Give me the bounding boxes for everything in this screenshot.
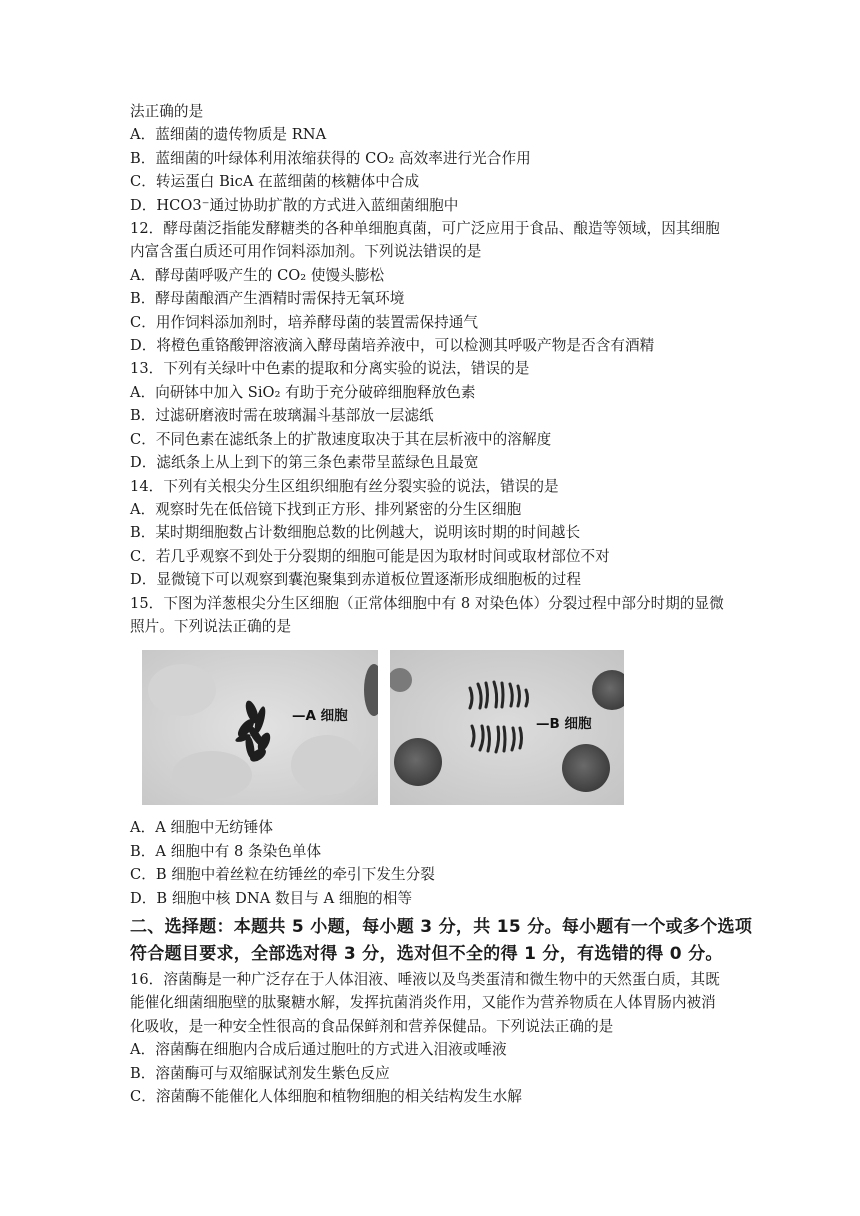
option-line: C．转运蛋白 BicA 在蓝细菌的核糖体中合成 — [130, 173, 420, 191]
option-line: A．酵母菌呼吸产生的 CO₂ 使馒头膨松 — [130, 266, 385, 284]
micrograph-a-image — [142, 650, 378, 805]
option-line: B．A 细胞中有 8 条染色单体 — [130, 842, 322, 860]
label-b-cell: —B 细胞 — [536, 716, 592, 733]
option-line: A．溶菌酶在细胞内合成后通过胞吐的方式进入泪液或唾液 — [130, 1041, 507, 1059]
micrograph-figure — [142, 650, 762, 808]
question-line: 12．酵母菌泛指能发酵糖类的各种单细胞真菌，可广泛应用于食品、酿造等领域，因其细胞 — [130, 220, 720, 238]
option-line: D．将橙色重铬酸钾溶液滴入酵母菌培养液中，可以检测其呼吸产物是否含有酒精 — [130, 337, 655, 355]
option-line: A．向研钵中加入 SiO₂ 有助于充分破碎细胞释放色素 — [130, 383, 476, 401]
option-line: D．显微镜下可以观察到囊泡聚集到赤道板位置逐渐形成细胞板的过程 — [130, 571, 582, 589]
question-line: 14．下列有关根尖分生区组织细胞有丝分裂实验的说法，错误的是 — [130, 477, 559, 495]
option-line: B．酵母菌酿酒产生酒精时需保持无氧环境 — [130, 290, 405, 308]
question-line: 照片。下列说法正确的是 — [130, 617, 292, 635]
question-line: 能催化细菌细胞壁的肽聚糖水解，发挥抗菌消炎作用，又能作为营养物质在人体胃肠内被消 — [130, 994, 716, 1012]
question-line: 内富含蛋白质还可用作饲料添加剂。下列说法错误的是 — [130, 243, 482, 261]
option-line: D．B 细胞中核 DNA 数目与 A 细胞的相等 — [130, 889, 413, 907]
micrograph-a — [142, 650, 378, 805]
text-line: 法正确的是 — [130, 103, 204, 120]
option-line: A．蓝细菌的遗传物质是 RNA — [130, 126, 327, 144]
question-line: 13．下列有关绿叶中色素的提取和分离实验的说法，错误的是 — [130, 360, 530, 378]
option-line: A．观察时先在低倍镜下找到正方形、排列紧密的分生区细胞 — [130, 500, 522, 518]
option-line: C．不同色素在滤纸条上的扩散速度取决于其在层析液中的溶解度 — [130, 430, 552, 448]
text-block-top — [130, 100, 762, 638]
option-line: B．溶菌酶可与双缩脲试剂发生紫色反应 — [130, 1064, 390, 1082]
option-line: B．某时期细胞数占计数细胞总数的比例越大，说明该时期的时间越长 — [130, 524, 581, 542]
section-title: 二、选择题：本题共 5 小题，每小题 3 分，共 15 分。每小题有一个或多个选项符合题目要求，全部选对得 3 分，选对但不全的得 1 分，有选错的得 0 分。 — [130, 916, 753, 964]
text-block-bottom — [130, 968, 762, 1108]
question-line: 化吸收，是一种安全性很高的食品保鲜剂和营养保健品。下列说法正确的是 — [130, 1017, 614, 1035]
option-line: D．滤纸条上从上到下的第三条色素带呈蓝绿色且最宽 — [130, 454, 479, 472]
option-line: D．HCO3⁻通过协助扩散的方式进入蓝细菌细胞中 — [130, 196, 459, 214]
option-line: C．溶菌酶不能催化人体细胞和植物细胞的相关结构发生水解 — [130, 1088, 522, 1105]
option-line: B．过滤研磨液时需在玻璃漏斗基部放一层滤纸 — [130, 407, 434, 425]
option-line: C．B 细胞中着丝粒在纺锤丝的牵引下发生分裂 — [130, 866, 435, 884]
text-block-mid — [130, 816, 762, 910]
option-line: C．若几乎观察不到处于分裂期的细胞可能是因为取材时间或取材部位不对 — [130, 547, 610, 565]
label-a-cell: —A 细胞 — [292, 708, 348, 725]
exam-page — [130, 100, 762, 1108]
question-line: 15．下图为洋葱根尖分生区细胞（正常体细胞中有 8 对染色体）分裂过程中部分时期的显微 — [130, 594, 724, 612]
option-line: A．A 细胞中无纺锤体 — [130, 819, 274, 837]
question-line: 16．溶菌酶是一种广泛存在于人体泪液、唾液以及鸟类蛋清和微生物中的天然蛋白质，其既 — [130, 970, 720, 988]
option-line: C．用作饲料添加剂时，培养酵母菌的装置需保持通气 — [130, 313, 479, 331]
option-line: B．蓝细菌的叶绿体利用浓缩获得的 CO₂ 高效率进行光合作用 — [130, 149, 531, 167]
micrograph-b — [390, 650, 624, 805]
